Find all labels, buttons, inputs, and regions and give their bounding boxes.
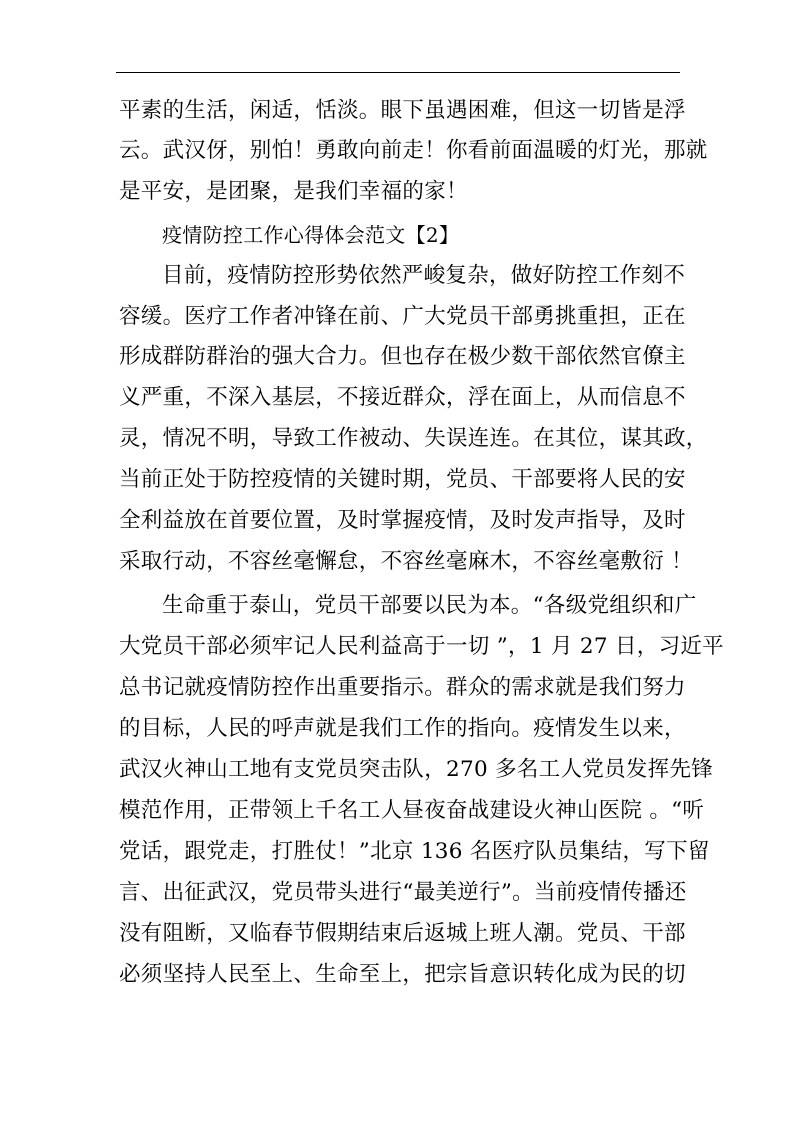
text-line: 是平安，是团聚，是我们幸福的家！	[119, 179, 468, 204]
text-line: 必须坚持人民至上、生命至上，把宗旨意识转化成为民的切	[119, 962, 686, 987]
text-line: 目前，疫情防控形势依然严峻复杂，做好防控工作刻不	[162, 263, 686, 288]
text-line: 的目标，人民的呼声就是我们工作的指向。疫情发生以来，	[119, 716, 686, 741]
text-line: 平素的生活，闲适，恬淡。眼下虽遇困难，但这一切皆是浮	[119, 98, 686, 123]
text-line: 模范作用，正带领上千名工人昼夜奋战建设火神山医院 。“听	[119, 798, 705, 823]
text-line: 当前正处于防控疫情的关键时期，党员、干部要将人民的安	[119, 467, 686, 492]
text-line: 武汉火神山工地有支党员突击队，270 多名工人党员发挥先锋	[119, 757, 714, 782]
text-line: 形成群防群治的强大合力。但也存在极少数干部依然官僚主	[119, 344, 686, 369]
text-line: 全利益放在首要位置，及时掌握疫情，及时发声指导，及时	[119, 508, 686, 533]
text-line: 采取行动，不容丝毫懈怠，不容丝毫麻木，不容丝毫敷衍 ！	[119, 549, 693, 574]
text-line: 总书记就疫情防控作出重要指示。群众的需求就是我们努力	[119, 675, 686, 700]
text-line: 没有阻断，又临春节假期结束后返城上班人潮。党员、干部	[119, 921, 686, 946]
header-rule	[116, 72, 680, 73]
text-line: 灵，情况不明，导致工作被动、失误连连。在其位，谋其政，	[119, 426, 708, 451]
text-line: 云。武汉伢，别怕！勇敢向前走！你看前面温暖的灯光，那就	[119, 138, 708, 163]
text-line: 生命重于泰山，党员干部要以民为本。“各级党组织和广	[162, 593, 697, 618]
text-line: 大党员干部必须牢记人民利益高于一切 ”，1 月 27 日，习近平	[119, 634, 724, 659]
text-line: 党话，跟党走，打胜仗！”北京 136 名医疗队员集结，写下留	[119, 839, 710, 864]
text-line: 容缓。医疗工作者冲锋在前、广大党员干部勇挑重担，正在	[119, 304, 686, 329]
text-line: 言、出征武汉，党员带头进行“最美逆行”。当前疫情传播还	[119, 880, 687, 905]
text-line: 义严重，不深入基层，不接近群众，浮在面上，从而信息不	[119, 385, 686, 410]
section-heading: 疫情防控工作心得体会范文【2】	[162, 223, 460, 247]
